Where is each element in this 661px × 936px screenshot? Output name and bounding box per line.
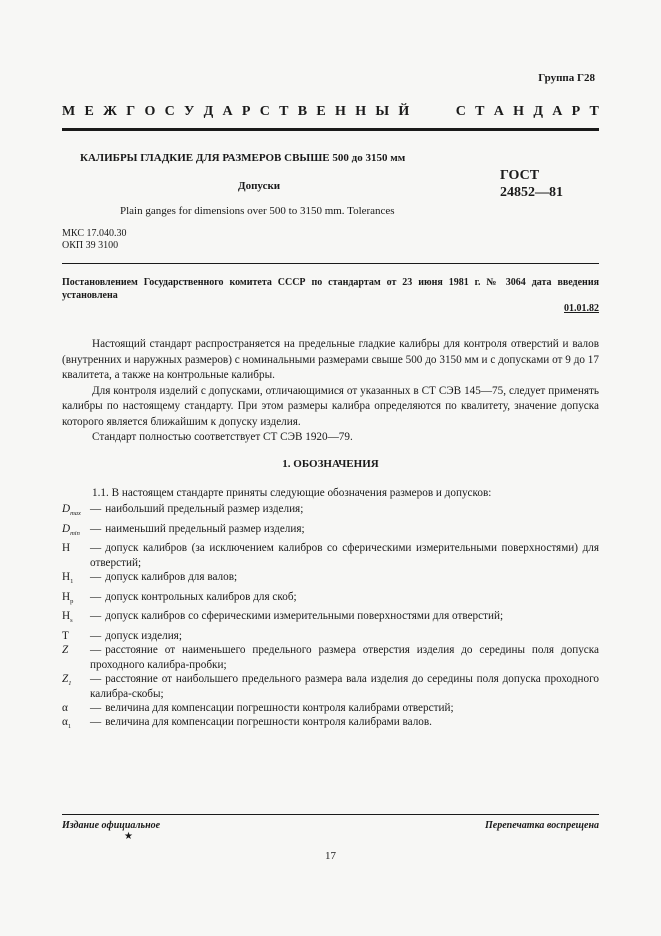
definition-text-wrap	[90, 672, 599, 701]
introduction	[62, 337, 599, 446]
symbol-subscript: min	[70, 529, 80, 537]
decree-text: Постановлением Государственного комитета СССР по стандартам от 23 июня 1981 г. № 3064 дата введения установлена	[62, 277, 599, 301]
symbol-letter: H	[62, 571, 71, 584]
definition-dash: —	[90, 630, 102, 643]
banner-letter: Т	[475, 104, 485, 119]
definition-item	[62, 502, 599, 522]
definition-item	[62, 590, 599, 610]
title-english: Plain ganges for dimensions over 500 to 3150 mm. Tolerances	[120, 205, 395, 217]
definition-dash: —	[90, 571, 102, 584]
definition-dash: —	[90, 542, 102, 555]
definition-text: допуск калибров со сферическими измерительными поверхностями для отверстий;	[105, 610, 504, 623]
star-icon: ★	[124, 831, 133, 842]
banner-letter: Ы	[375, 104, 390, 119]
definition-item	[62, 609, 599, 629]
section-heading: 1. ОБОЗНАЧЕНИЯ	[282, 458, 379, 470]
symbol-letter: Z	[62, 673, 69, 686]
definition-text: наибольший предельный размер изделия;	[105, 503, 304, 515]
banner-letter: Е	[316, 104, 326, 119]
definition-item	[62, 570, 599, 590]
banner-letter: С	[259, 104, 270, 119]
definition-text-wrap	[90, 522, 599, 542]
effective-date: 01.01.82	[564, 303, 599, 314]
reprint-prohibited: Перепечатка воспрещена	[485, 820, 599, 831]
banner-letter: Й	[398, 104, 410, 119]
banner-letter: С	[164, 104, 175, 119]
definition-text-wrap	[90, 590, 599, 610]
banner-letter: Н	[355, 104, 367, 119]
banner-letter: А	[552, 104, 563, 119]
definition-symbol	[62, 609, 90, 629]
definition-symbol	[62, 715, 90, 735]
footer-rule	[62, 814, 599, 815]
gost-designation	[500, 167, 563, 201]
okp-code: ОКП 39 3100	[62, 240, 119, 251]
symbol-letter: H	[62, 610, 71, 623]
banner-letter: Д	[203, 104, 214, 119]
symbol-subscript: 1	[68, 680, 72, 688]
definition-symbol	[62, 672, 90, 701]
definition-text-wrap	[90, 609, 599, 629]
symbol-letter: α	[62, 702, 68, 715]
definition-dash: —	[90, 522, 102, 535]
definition-text: допуск калибров для валов;	[105, 571, 238, 584]
official-edition: Издание официальное	[62, 820, 161, 831]
banner-letter: Е	[84, 104, 94, 119]
decree-rule	[62, 263, 599, 264]
symbol-subscript: 1	[70, 578, 74, 586]
definition-dash: —	[90, 610, 102, 623]
definition-item	[62, 701, 599, 715]
definition-dash: —	[90, 644, 102, 657]
mks-code: МКС 17.040.30	[62, 228, 127, 239]
definition-text: допуск контрольных калибров для скоб;	[105, 590, 297, 603]
definition-text: допуск изделия;	[105, 630, 182, 643]
classification-codes	[62, 228, 126, 252]
definition-text: наименьший предельный размер изделия;	[105, 522, 305, 535]
definition-item	[62, 629, 599, 643]
definition-text-wrap	[90, 701, 599, 715]
definition-item	[62, 715, 599, 735]
definition-text-wrap	[90, 570, 599, 590]
symbol-subscript: p	[70, 597, 74, 605]
definition-symbol	[62, 541, 90, 570]
banner-letter: Д	[533, 104, 543, 119]
definition-text: расстояние от наименьшего предельного размера отверстия изделия до середины поля допуска проходного калибра-пробки;	[90, 644, 599, 671]
definition-symbol	[62, 570, 90, 590]
banner-letter: С	[455, 104, 466, 119]
banner-letter: М	[62, 104, 76, 119]
interstate-standard-banner	[62, 104, 599, 120]
banner-letter: Т	[589, 104, 599, 119]
definition-symbol	[62, 502, 90, 522]
definition-item	[62, 522, 599, 542]
definition-symbol	[62, 629, 90, 643]
definition-dash: —	[90, 503, 102, 515]
group-code: Группа Г28	[538, 72, 595, 84]
definition-text-wrap	[90, 541, 599, 570]
banner-letter: Н	[513, 104, 525, 119]
gost-number: 24852—81	[500, 185, 563, 200]
symbol-subscript: s	[70, 617, 73, 625]
definition-item	[62, 672, 599, 701]
banner-letter: У	[184, 104, 195, 119]
banner-letter: Ж	[103, 104, 117, 119]
symbol-letter: Z	[62, 644, 69, 657]
definition-symbol	[62, 590, 90, 610]
banner-letter: А	[493, 104, 504, 119]
page-number: 17	[325, 850, 336, 862]
definition-text-wrap	[90, 643, 599, 672]
symbol-letter: H	[62, 542, 71, 555]
document-subtitle: Допуски	[238, 180, 281, 192]
intro-paragraph: Настоящий стандарт распространяется на предельные гладкие калибры для контроля отверстий и валов (внутренних и наружных размеров) с номинальными размерами свыше 500 до 3150 мм и с допусками от 9 до 17 квалитета, а также на контрольные калибры.	[62, 338, 599, 381]
definition-symbol	[62, 701, 90, 715]
symbol-subscript: max	[70, 510, 81, 518]
definition-text: величина для компенсации погрешности контроля калибрами отверстий;	[105, 702, 454, 715]
definition-text: допуск калибров (за исключением калибров со сферическими измерительными поверхностями) для отверстий;	[90, 542, 599, 569]
definition-dash: —	[90, 716, 102, 729]
symbol-letter: T	[62, 630, 69, 643]
definition-symbol	[62, 643, 90, 672]
definition-dash: —	[90, 702, 102, 715]
banner-letter: Р	[241, 104, 251, 119]
definition-dash: —	[90, 673, 102, 686]
definition-item	[62, 643, 599, 672]
definition-symbol	[62, 522, 90, 542]
definitions-list	[62, 502, 599, 735]
document-title: КАЛИБРЫ ГЛАДКИЕ ДЛЯ РАЗМЕРОВ СВЫШЕ 500 до 3150 мм	[80, 152, 406, 164]
definition-text: величина для компенсации погрешности контроля калибрами валов.	[105, 716, 432, 729]
banner-letter: Р	[571, 104, 581, 119]
definition-text-wrap	[90, 629, 599, 643]
definition-dash: —	[90, 590, 102, 603]
definition-text-wrap	[90, 502, 599, 522]
definitions-intro: 1.1. В настоящем стандарте приняты следующие обозначения размеров и допусков:	[92, 487, 492, 499]
intro-paragraph: Для контроля изделий с допусками, отличающимися от указанных в СТ СЭВ 145—75, следует применять калибры по настоящему стандарту. При этом размеры калибра определяются по квалитету, значение допуска которого является ближайшим к допуску изделия.	[62, 384, 599, 428]
banner-letter: В	[297, 104, 308, 119]
header-rule	[62, 128, 599, 131]
banner-letter: Г	[126, 104, 136, 119]
intro-paragraph: Стандарт полностью соответствует СТ СЭВ 1920—79.	[92, 431, 353, 443]
definition-text: расстояние от наибольшего предельного размера вала изделия до середины поля допуска проходного калибра-скобы;	[90, 673, 599, 700]
symbol-letter: H	[62, 590, 71, 603]
symbol-letter: α	[62, 716, 68, 729]
definition-item	[62, 541, 599, 570]
symbol-subscript: 1	[67, 723, 72, 731]
symbol-letter: D	[62, 522, 71, 535]
banner-letter: А	[222, 104, 233, 119]
banner-letter: О	[144, 104, 156, 119]
definition-text-wrap	[90, 715, 599, 735]
banner-letter: Н	[335, 104, 346, 119]
gost-label: ГОСТ	[500, 168, 540, 183]
symbol-letter: D	[62, 503, 71, 515]
banner-letter: Т	[279, 104, 289, 119]
